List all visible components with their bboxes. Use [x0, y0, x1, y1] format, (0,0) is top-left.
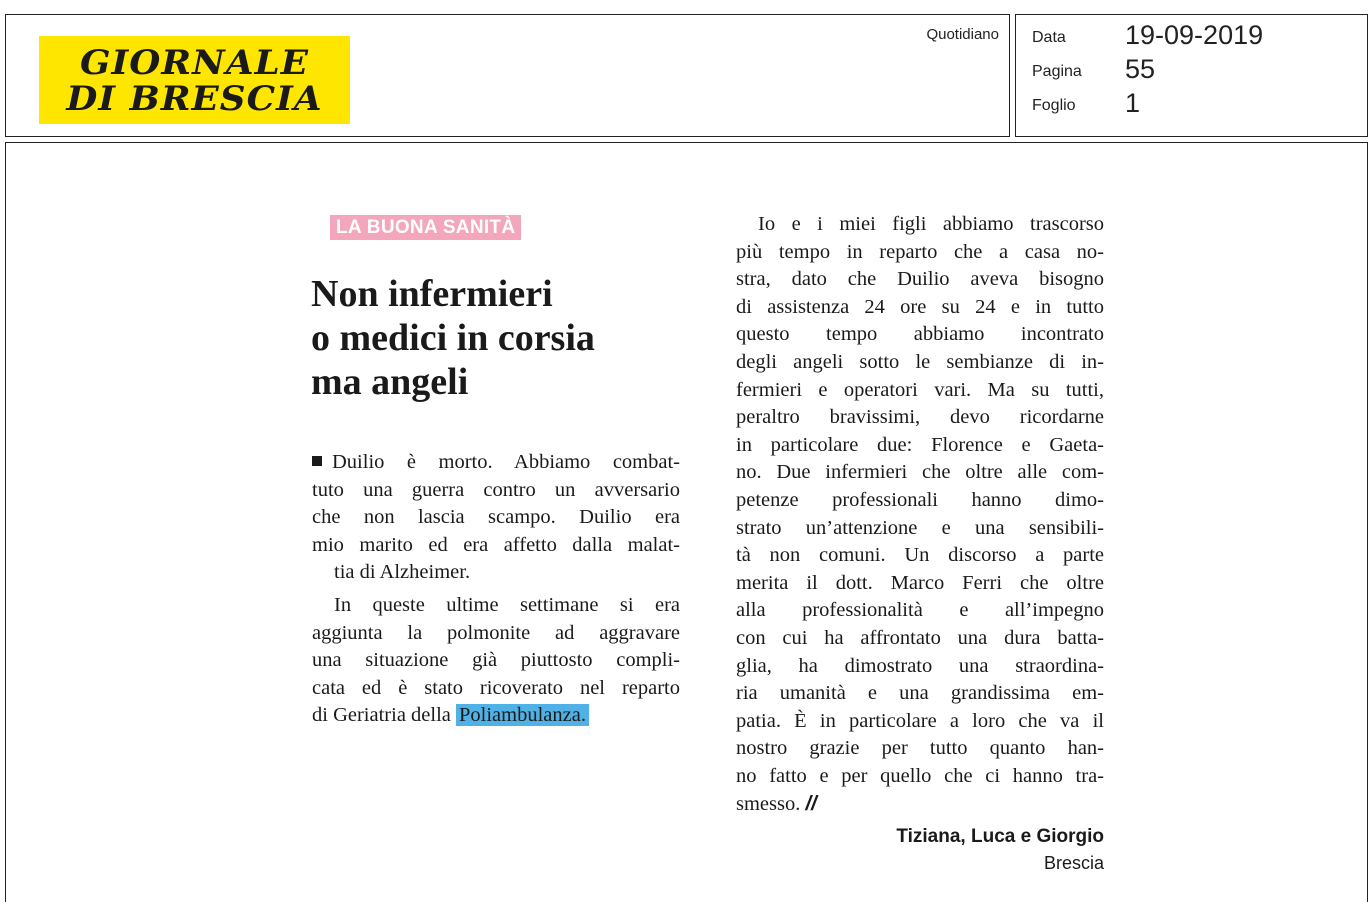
body-line: che non lascia scampo. Duilio era: [312, 506, 680, 529]
meta-sheet-row: [1032, 87, 1362, 119]
page-label: Pagina: [1032, 63, 1082, 80]
article-clipping: [5, 142, 1368, 902]
body-line: stra, dato che Duilio aveva bisogno: [736, 268, 1104, 291]
body-line: In queste ultime settimane si era: [334, 593, 680, 616]
logo-line-2: DI BRESCIA: [66, 79, 323, 119]
body-line: questo tempo abbiamo incontrato: [736, 323, 1104, 346]
body-line: merita il dott. Marco Ferri che oltre: [736, 571, 1104, 594]
body-line: alla professionalità e all’impegno: [736, 599, 1104, 622]
body-line: strato un’attenzione e una sensibili-: [736, 516, 1104, 539]
article-end-mark: //: [805, 792, 817, 816]
highlighted-term: Poliambulanza.: [456, 704, 589, 726]
publication-meta-box: [1015, 14, 1368, 137]
meta-page-row: [1032, 53, 1362, 85]
body-line: nostro grazie per tutto quanto han-: [736, 737, 1104, 760]
signature-city: Brescia: [1043, 853, 1104, 873]
body-line: aggiunta la polmonite ad aggravare: [312, 621, 680, 644]
body-line: mio marito ed era affetto dalla malat-: [312, 533, 680, 556]
body-line: Duilio è morto. Abbiamo combat-: [332, 451, 680, 473]
headline-line: ma angeli: [311, 361, 469, 403]
body-line: più tempo in reparto che a casa no-: [736, 240, 1104, 263]
masthead-box: [5, 14, 1010, 137]
body-line: una situazione già piuttosto compli-: [312, 649, 680, 672]
bullet-square-icon: [312, 456, 322, 466]
body-line: petenze professionali hanno dimo-: [736, 488, 1104, 511]
headline-line: o medici in corsia: [311, 317, 595, 359]
body-line: patia. È in particolare a loro che va il: [736, 709, 1104, 732]
article-column-right: [736, 211, 1104, 818]
body-line: ria umanità e una grandissima em-: [736, 682, 1104, 705]
periodicity-label: Quotidiano: [926, 26, 999, 43]
headline-line: Non infermieri: [311, 273, 553, 315]
sheet-value: 1: [1125, 88, 1141, 118]
meta-date-row: [1032, 19, 1362, 51]
body-line: Io e i miei figli abbiamo trascorso: [758, 213, 1104, 235]
body-line: di assistenza 24 ore su 24 e in tutto: [736, 295, 1104, 318]
body-line: tà non comuni. Un discorso a parte: [736, 544, 1104, 567]
body-line: peraltro bravissimi, devo ricordarne: [736, 406, 1104, 429]
body-line: glia, ha dimostrato una straordina-: [736, 654, 1104, 677]
body-line: di Geriatria della: [312, 704, 451, 727]
body-line: in particolare due: Florence e Gaeta-: [736, 433, 1104, 456]
section-rubric: LA BUONA SANITÀ: [330, 215, 521, 240]
body-line: no fatto e per quello che ci hanno tra-: [736, 764, 1104, 787]
article-signature: Tiziana, Luca e Giorgio: [896, 826, 1104, 847]
body-line: tia di Alzheimer.: [334, 561, 471, 584]
newspaper-logo: [39, 36, 350, 124]
page-value: 55: [1125, 54, 1156, 84]
logo-line-1: GIORNALE: [80, 43, 309, 83]
body-line: degli angeli sotto le sembianze di in-: [736, 350, 1104, 373]
body-line: cata ed è stato ricoverato nel reparto: [312, 676, 680, 699]
date-value: 19-09-2019: [1125, 20, 1264, 50]
sheet-label: Foglio: [1032, 97, 1076, 114]
article-headline: [311, 272, 651, 404]
body-line: smesso.: [736, 793, 801, 816]
body-line: con cui ha affrontato una dura batta-: [736, 626, 1104, 649]
article-column-left: [312, 449, 680, 730]
date-label: Data: [1032, 29, 1066, 46]
body-line: tuto una guerra contro un avversario: [312, 478, 680, 501]
body-line: fermieri e operatori vari. Ma su tutti,: [736, 378, 1104, 401]
body-line: no. Due infermieri che oltre alle com-: [736, 461, 1104, 484]
